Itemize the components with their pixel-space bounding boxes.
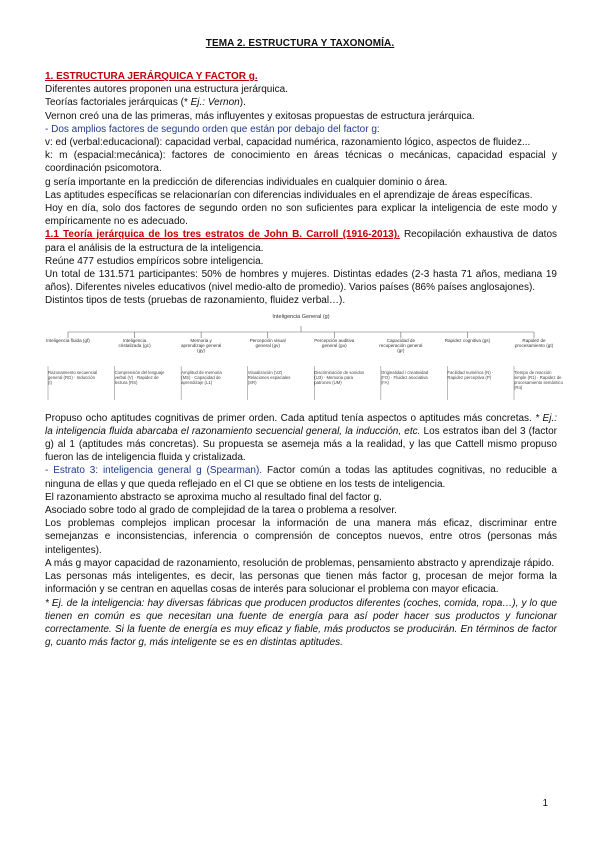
paragraph: Asociado sobre todo al grado de complejidad de la tarea o problema a resolver.	[45, 505, 397, 517]
diagram-factor-items: Razonamiento secuencial general (RG) · Inducción (I)	[48, 369, 98, 385]
paragraph: A más g mayor capacidad de razonamiento, resolución de problemas, pensamiento abstracto y aprendizaje rápido.	[45, 557, 555, 569]
diagram-factor-box: Rapidez de procesamiento (gt)	[514, 337, 554, 348]
diagram-factor-box: Rapidez cognitiva (gs)	[444, 337, 491, 343]
paragraph	[45, 412, 557, 465]
diagram-factor-items: Discriminación de sonidos (U3) · Memoria para patrones (UM)	[314, 369, 365, 385]
paragraph: g sería importante en la predicción de diferencias individuales en cualquier dominio o área.	[45, 176, 448, 188]
paragraph: Distintos tipos de tests (pruebas de razonamiento, fluidez verbal…).	[45, 295, 346, 307]
paragraph	[45, 96, 557, 109]
diagram-factor-box: Inteligencia cristalizada (gc)	[118, 337, 151, 348]
paragraph: Un total de 131.571 participantes: 50% de hombres y mujeres. Distintas edades (2-3 hasta 71 años, mediana 19 años). Diferentes niveles educativos (nivel medio-alto de promedio). Varios países (86% países anglosajones).	[45, 269, 557, 294]
page-title: TEMA 2. ESTRUCTURA Y TAXONOMÍA.	[205, 38, 395, 49]
diagram-factor-items: Amplitud de memoria (MS) · Capacidad de aprendizaje (L1)	[181, 369, 222, 385]
diagram-factor-box: Memoria y aprendizaje general (gy)	[180, 337, 222, 354]
paragraph: - Dos amplios factores de segundo orden que están por debajo del factor g:	[45, 123, 380, 135]
diagram-factor-box: Inteligencia fluida (gf)	[46, 337, 90, 343]
diagram-factor-box: Percepción visual general (gv)	[249, 337, 286, 348]
diagram-factor-items: Visualización (VZ) · Relaciones espaciales (SR)	[247, 369, 291, 385]
document-body	[45, 70, 563, 649]
example-text: * Ej.: la inteligencia fluida abarcaba el razonamiento secuencial general, la inducción, etc.	[45, 412, 557, 437]
text-run: ).	[239, 97, 246, 109]
diagram-lines	[45, 314, 557, 404]
diagram-factor-box: Capacidad de recuperación general (gr)	[379, 337, 423, 354]
diagram-factor-items: Tiempo de reacción simple (R1) · Rapidez de procesamiento semántico (R4)	[514, 369, 563, 390]
diagram-factor-items: Originalidad / creatividad (FO) · Fluidez asociativa (FA)	[380, 369, 429, 385]
paragraph: * Ej. de la inteligencia: hay diversas fábricas que producen productos diferentes (coches, comida, ropa…), y lo que tienen en común es que necesitan una fuente de energía para así poder hacer sus productos y funcionar correctamente. Si la fuente de energía es muy eficaz y fiable, más productos se producirán. En términos de factor g, cuanto más factor g, más inteligente se es en distintas aptitudes.	[45, 597, 557, 649]
text-run: Recopilación exhaustiva de datos para el análisis de la estructura de la inteligencia.	[45, 229, 557, 254]
text-run: Los estratos iban del 3 (factor g) al 1 (aptitudes más concretas). Su propuesta se asemeja más a la realidad, y las que Cattell mismo propuso fueron las de inteligencia fluida y cristalizada.	[45, 425, 557, 464]
text-run: Factor común a todas las aptitudes cognitivas, no reducible a ninguna de ellas y que queda reflejado en el CI que se obtiene en los tests de inteligencia.	[45, 465, 557, 490]
paragraph: Las aptitudes específicas se relacionarían con diferencias individuales en el aprendizaje de áreas específicas.	[45, 189, 533, 201]
stratum-label: - Estrato 3: inteligencia general g (Spearman).	[45, 465, 263, 477]
paragraph: k: m (espacial:mecánica): factores de conocimiento en áreas técnicas o mecánicas, capacidad espacial y coordinación psicomotora.	[45, 150, 557, 175]
diagram-factor-items: Facilidad numérica (N) · Rapidez perceptiva (P)	[447, 369, 494, 380]
paragraph: El razonamiento abstracto se aproxima mucho al resultado final del factor g.	[45, 491, 382, 503]
text-run: Propuso ocho aptitudes cognitivas de primer orden. Cada aptitud tenía aspectos o aptitudes más concretas.	[45, 412, 536, 424]
paragraph: v: ed (verbal:educacional): capacidad verbal, capacidad numérica, razonamiento lógico, aspectos de fluidez...	[45, 137, 531, 149]
diagram-factor-items: Comprensión del lenguaje verbal (V) · Rapidez de lectura (RS)	[114, 369, 165, 385]
text-run: Teorías factoriales jerárquicas (*	[45, 97, 191, 109]
paragraph	[45, 464, 557, 490]
section-heading-1-1: 1.1 Teoría jerárquica de los tres estratos de John B. Carroll (1916-2013).	[45, 229, 400, 241]
paragraph: Diferentes autores proponen una estructura jerárquica.	[45, 84, 288, 96]
diagram-top-label: Inteligencia General (g)	[272, 313, 330, 320]
section-heading-1: 1. ESTRUCTURA JERÁRQUICA Y FACTOR g.	[45, 71, 258, 82]
paragraph: Reúne 477 estudios empíricos sobre inteligencia.	[45, 255, 264, 267]
example-text: Ej.: Vernon	[190, 97, 240, 109]
page-number: 1	[542, 798, 548, 809]
paragraph: Las personas más inteligentes, es decir, las personas que tienen más factor g, procesan de mejor forma la información y se centran en aquellas cosas de interés para solucionar el problema con mayor eficacia.	[45, 571, 557, 596]
paragraph: Hoy en día, solo dos factores de segundo orden no son suficientes para explicar la inteligencia de este modo y empíricamente no es adecuado.	[45, 203, 557, 228]
paragraph: Vernon creó una de las primeras, más influyentes y exitosas propuestas de estructura jerárquica.	[45, 110, 475, 122]
carroll-strata-diagram	[45, 313, 563, 404]
paragraph	[45, 228, 557, 254]
paragraph: Los problemas complejos implican procesar la información de una manera más eficaz, discriminar entre semejanzas e inconsistencias, inferencia o comprensión de conceptos nuevos, entre otros (personas más inteligentes).	[45, 518, 557, 556]
diagram-factor-box: Percepción auditiva general (gu)	[314, 337, 355, 348]
